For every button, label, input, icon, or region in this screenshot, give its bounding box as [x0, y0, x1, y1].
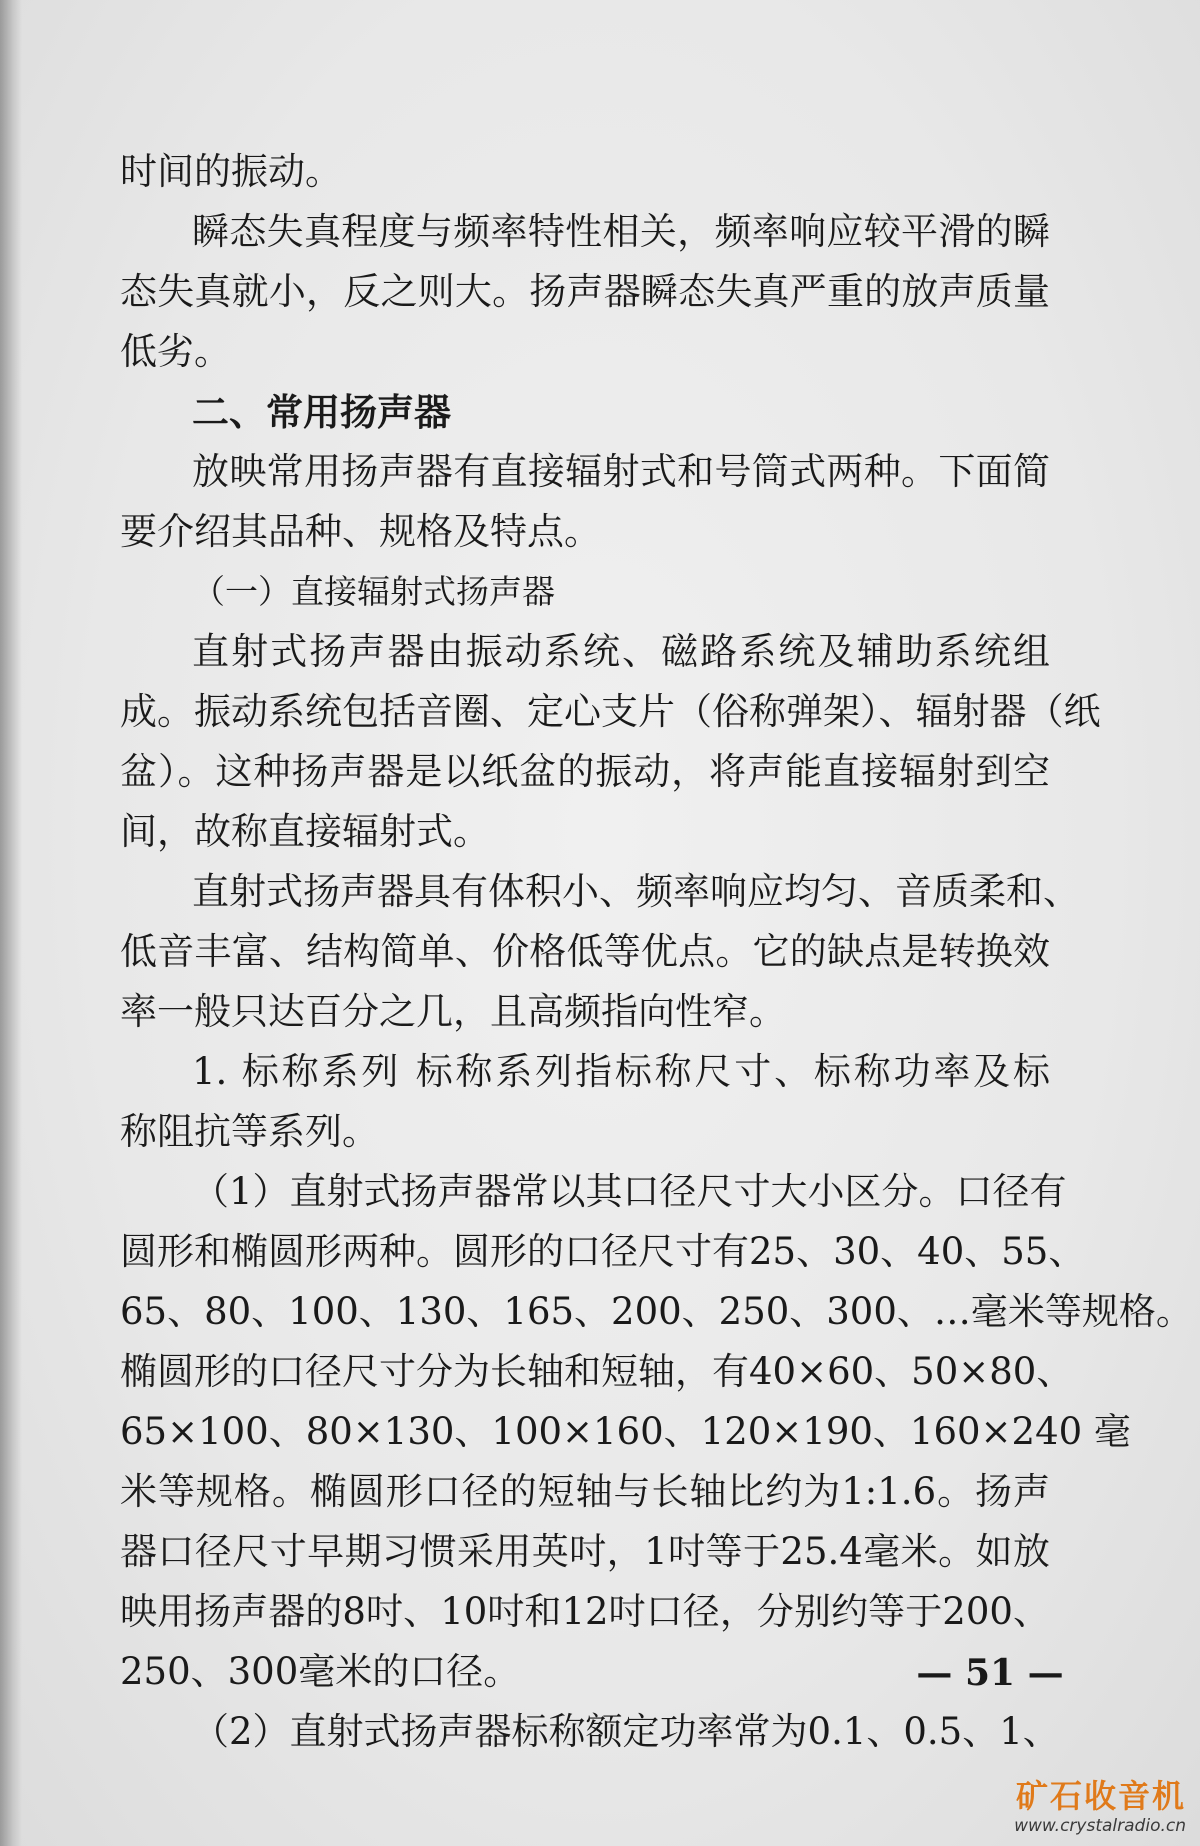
- text-line: 250、300毫米的口径。: [120, 1650, 521, 1693]
- text-line: 称阻抗等系列。: [120, 1110, 379, 1153]
- section-heading: 二、常用扬声器: [192, 390, 451, 434]
- page-number: — 51 —: [916, 1652, 1064, 1694]
- body-text: [120, 142, 1193, 1762]
- text-line: 椭圆形的口径尺寸分为长轴和短轴，有40×60、50×80、: [120, 1350, 1074, 1393]
- text-line: 时间的振动。: [120, 150, 342, 193]
- text-line: 盆）。这种扬声器是以纸盆的振动，将声能直接辐射到空: [120, 750, 1050, 793]
- text-line: 圆形和椭圆形两种。圆形的口径尺寸有25、30、40、55、: [120, 1230, 1086, 1273]
- text-line: （2）直射式扬声器标称额定功率常为0.1、0.5、1、: [192, 1710, 1060, 1753]
- watermark-url: www.crystalradio.cn: [1014, 1816, 1186, 1836]
- text-line: 直射式扬声器具有体积小、频率响应均匀、音质柔和、: [192, 870, 1080, 913]
- text-line: 态失真就小，反之则大。扬声器瞬态失真严重的放声质量: [120, 270, 1050, 313]
- text-line: 65×100、80×130、100×160、120×190、160×240 毫: [120, 1410, 1131, 1453]
- text-line: 映用扬声器的8吋、10吋和12吋口径，分别约等于200、: [120, 1590, 1050, 1633]
- text-line: 间，故称直接辐射式。: [120, 810, 490, 853]
- text-line: 直射式扬声器由振动系统、磁路系统及辅助系统组: [192, 630, 1050, 673]
- text-line: 器口径尺寸早期习惯采用英吋，1吋等于25.4毫米。如放: [120, 1530, 1050, 1573]
- text-line: 率一般只达百分之几，且高频指向性窄。: [120, 990, 786, 1033]
- text-line: 瞬态失真程度与频率特性相关，频率响应较平滑的瞬: [192, 210, 1050, 253]
- text-line: 65、80、100、130、165、200、250、300、…毫米等规格。: [120, 1290, 1193, 1333]
- text-line: 1. 标称系列 标称系列指标称尺寸、标称功率及标: [192, 1050, 1050, 1093]
- text-line: （1）直射式扬声器常以其口径尺寸大小区分。口径有: [192, 1170, 1067, 1213]
- spine-shadow: [0, 0, 22, 1846]
- text-line: 放映常用扬声器有直接辐射式和号筒式两种。下面简: [192, 450, 1050, 493]
- text-line: 米等规格。椭圆形口径的短轴与长轴比约为1:1.6。扬声: [120, 1470, 1050, 1513]
- subsection-heading: （一）直接辐射式扬声器: [192, 572, 555, 611]
- watermark: [1014, 1776, 1186, 1836]
- watermark-title: 矿石收音机: [1015, 1777, 1186, 1815]
- text-line: 低音丰富、结构简单、价格低等优点。它的缺点是转换效: [120, 930, 1050, 973]
- text-line: 低劣。: [120, 330, 231, 373]
- text-line: 成。振动系统包括音圈、定心支片（俗称弹架）、辐射器（纸: [120, 690, 1101, 733]
- text-line: 要介绍其品种、规格及特点。: [120, 510, 601, 553]
